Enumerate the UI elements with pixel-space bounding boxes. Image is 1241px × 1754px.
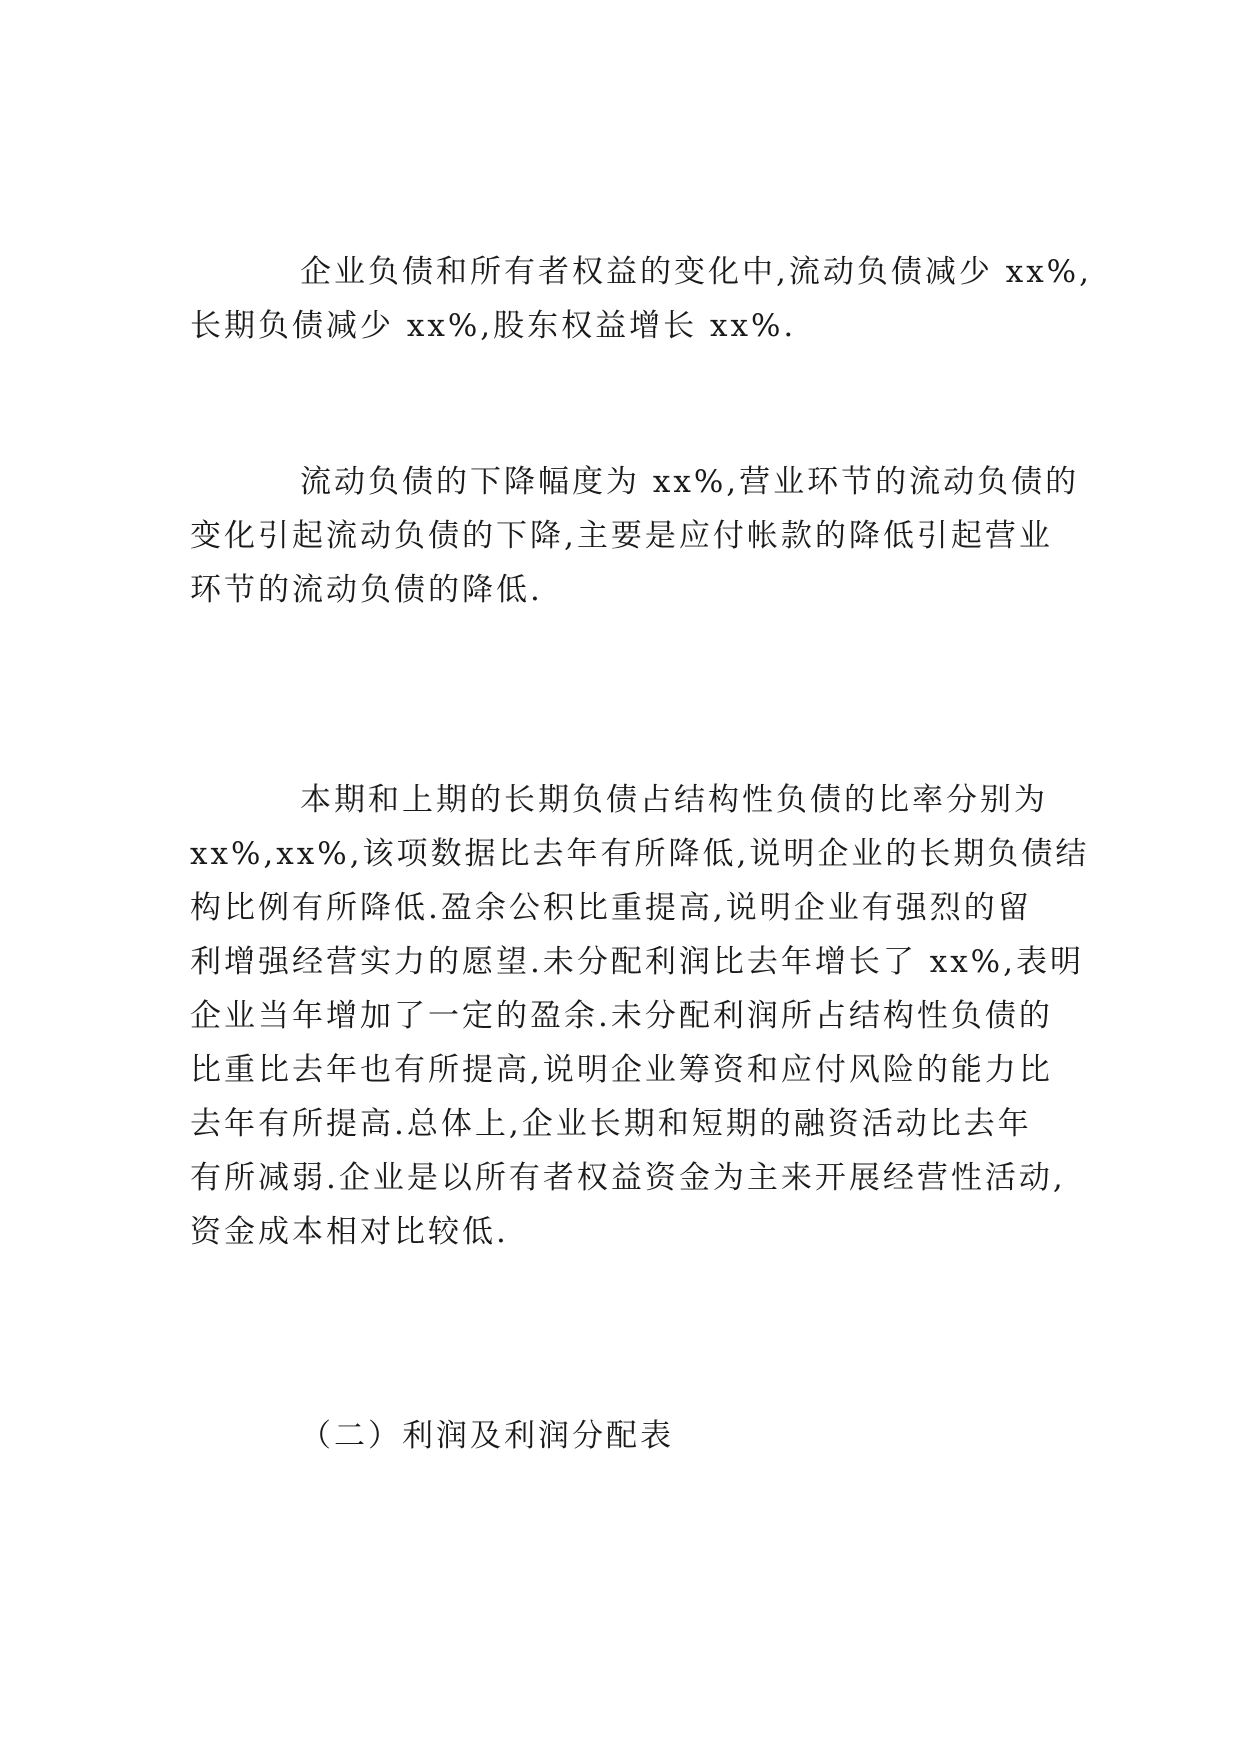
paragraph-1-line-2: 长期负债减少 xx%,股东权益增长 xx%. [190, 308, 797, 344]
section-heading: （二）利润及利润分配表 [300, 1418, 674, 1454]
paragraph-3-line-1: 本期和上期的长期负债占结构性负债的比率分别为 [300, 782, 1048, 818]
paragraph-3-line-7: 去年有所提高.总体上,企业长期和短期的融资活动比去年 [190, 1106, 1032, 1142]
paragraph-3-line-5: 企业当年增加了一定的盈余.未分配利润所占结构性负债的 [190, 998, 1053, 1034]
paragraph-3-line-4: 利增强经营实力的愿望.未分配利润比去年增长了 xx%,表明 [190, 944, 1084, 980]
paragraph-2-line-3: 环节的流动负债的降低. [190, 572, 543, 608]
paragraph-3-line-6: 比重比去年也有所提高,说明企业筹资和应付风险的能力比 [190, 1052, 1053, 1088]
paragraph-3-line-3: 构比例有所降低.盈余公积比重提高,说明企业有强烈的留 [190, 890, 1032, 926]
paragraph-3-line-9: 资金成本相对比较低. [190, 1214, 509, 1250]
paragraph-1-line-1: 企业负债和所有者权益的变化中,流动负债减少 xx%, [300, 254, 1092, 290]
paragraph-3-line-2: xx%,xx%,该项数据比去年有所降低,说明企业的长期负债结 [190, 836, 1090, 872]
paragraph-3-line-8: 有所减弱.企业是以所有者权益资金为主来开展经营性活动, [190, 1160, 1066, 1196]
paragraph-2-line-1: 流动负债的下降幅度为 xx%,营业环节的流动负债的 [300, 464, 1080, 500]
paragraph-2-line-2: 变化引起流动负债的下降,主要是应付帐款的降低引起营业 [190, 518, 1053, 554]
